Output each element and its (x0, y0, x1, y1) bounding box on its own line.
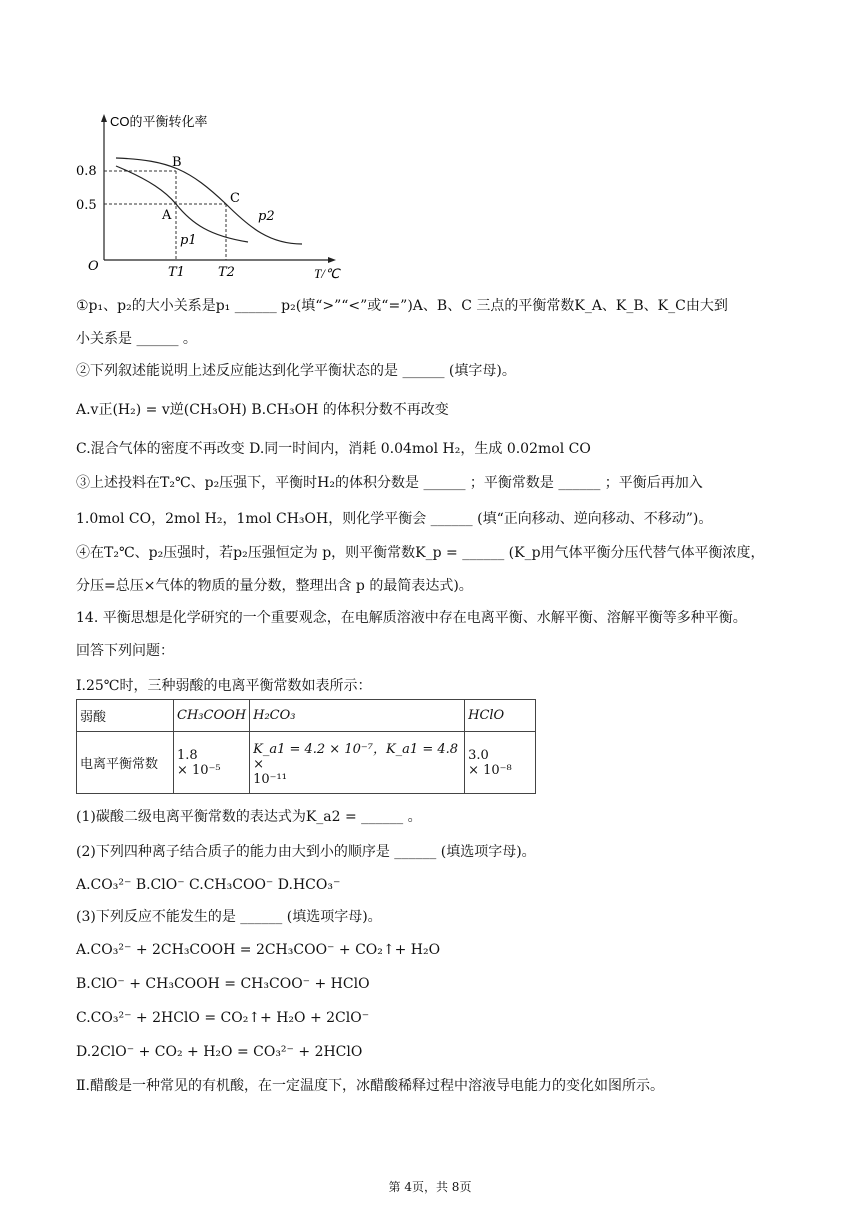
xtick-t1: T1 (168, 265, 185, 280)
curve-p1-label: p1 (180, 233, 197, 248)
q14-sub3-option-a: A.CO₃²⁻ + 2CH₃COOH = 2CH₃COO⁻ + CO₂↑+ H₂O (76, 942, 441, 958)
co-conversion-graph (70, 108, 370, 288)
q13-option-cd: C.混合气体的密度不再改变 D.同一时间内，消耗 0.04mol H₂，生成 0.02mol CO (76, 441, 591, 457)
q14-sub3-option-c: C.CO₃²⁻ + 2HClO = CO₂↑+ H₂O + 2ClO⁻ (76, 1010, 370, 1026)
q13-part2: ②下列叙述能说明上述反应能达到化学平衡状态的是 ______ (填字母)。 (76, 363, 516, 379)
q14-prompt: 回答下列问题： (76, 643, 174, 659)
table-cell-hclo (465, 732, 536, 794)
table-header-acid: 弱酸 (77, 700, 174, 732)
page-footer: 第 4页，共 8页 (388, 1180, 472, 1194)
table-row-label: 电离平衡常数 (77, 732, 174, 794)
table-header-h2co3: H₂CO₃ (250, 700, 465, 732)
curve-p2-label: p2 (258, 209, 275, 224)
q14-sub3-option-b: B.ClO⁻ + CH₃COOH = CH₃COO⁻ + HClO (76, 976, 370, 992)
q14-section-1: Ⅰ.25℃时，三种弱酸的电离平衡常数如表所示： (76, 678, 372, 694)
q13-part3-line2: 1.0mol CO，2mol H₂，1mol CH₃OH，则化学平衡会 ______ (填“正向移动、逆向移动、不移动”)。 (76, 511, 713, 527)
h2co3-k-line1: K_a1 = 4.2 × 10⁻⁷，K_a1 = 4.8 × (253, 742, 459, 772)
x-axis-label: T/℃ (314, 266, 340, 281)
ytick-05: 0.5 (76, 198, 97, 213)
q14-sub3: (3)下列反应不能发生的是 ______ (填选项字母)。 (76, 909, 382, 925)
point-c: C (230, 191, 240, 206)
y-axis-label: CO的平衡转化率 (110, 114, 208, 129)
table-header-ch3cooh: CH₃COOH (174, 700, 250, 732)
xtick-t2: T2 (218, 265, 235, 280)
q14-sub1: (1)碳酸二级电离平衡常数的表达式为K_a2 = ______ 。 (76, 809, 422, 825)
table-cell-ch3cooh (174, 732, 250, 794)
acid-constants-table (76, 699, 536, 794)
ch3cooh-k-line2: × 10⁻⁵ (177, 762, 221, 778)
table-cell-h2co3 (250, 732, 465, 794)
table-header-hclo: HClO (465, 700, 536, 732)
y-axis-arrow (101, 114, 107, 122)
h2co3-k-line2: 10⁻¹¹ (253, 772, 287, 787)
q13-part4-line1: ④在T₂℃、p₂压强时，若p₂压强恒定为 p，则平衡常数K_p = ______ (K_p用气体平衡分压代替气体平衡浓度， (76, 545, 765, 561)
q13-part4-line2: 分压=总压×气体的物质的量分数，整理出含 p 的最简表达式)。 (76, 578, 473, 594)
hclo-k-line2: × 10⁻⁸ (468, 762, 512, 778)
ch3cooh-k-line1: 1.8 (177, 747, 198, 763)
q14-intro: 14. 平衡思想是化学研究的一个重要观念，在电解质溶液中存在电离平衡、水解平衡、溶解平衡等多种平衡。 (76, 610, 747, 626)
origin-label: O (88, 259, 99, 274)
x-axis-arrow (328, 257, 336, 263)
hclo-k-line1: 3.0 (468, 747, 489, 763)
q13-part3-line1: ③上述投料在T₂℃、p₂压强下，平衡时H₂的体积分数是 ______ ；平衡常数是 ______ ；平衡后再加入 (76, 475, 703, 491)
q14-section-2: Ⅱ.醋酸是一种常见的有机酸，在一定温度下，冰醋酸稀释过程中溶液导电能力的变化如图所示。 (76, 1078, 664, 1094)
q14-sub2: (2)下列四种离子结合质子的能力由大到小的顺序是 ______ (填选项字母)。 (76, 844, 536, 860)
q13-part1-line2: 小关系是 ______ 。 (76, 331, 197, 347)
q13-option-ab: A.v正(H₂) = v逆(CH₃OH) B.CH₃OH 的体积分数不再改变 (76, 402, 449, 418)
q14-sub3-option-d: D.2ClO⁻ + CO₂ + H₂O = CO₃²⁻ + 2HClO (76, 1044, 363, 1060)
point-a: A (162, 208, 172, 223)
point-b: B (172, 155, 182, 170)
q14-sub2-options: A.CO₃²⁻ B.ClO⁻ C.CH₃COO⁻ D.HCO₃⁻ (76, 877, 341, 893)
q13-part1-line1: ①p₁、p₂的大小关系是p₁ ______ p₂(填“>”“<”或“=”)A、B、C 三点的平衡常数K_A、K_B、K_C由大到 (76, 298, 728, 314)
ytick-08: 0.8 (76, 164, 97, 179)
